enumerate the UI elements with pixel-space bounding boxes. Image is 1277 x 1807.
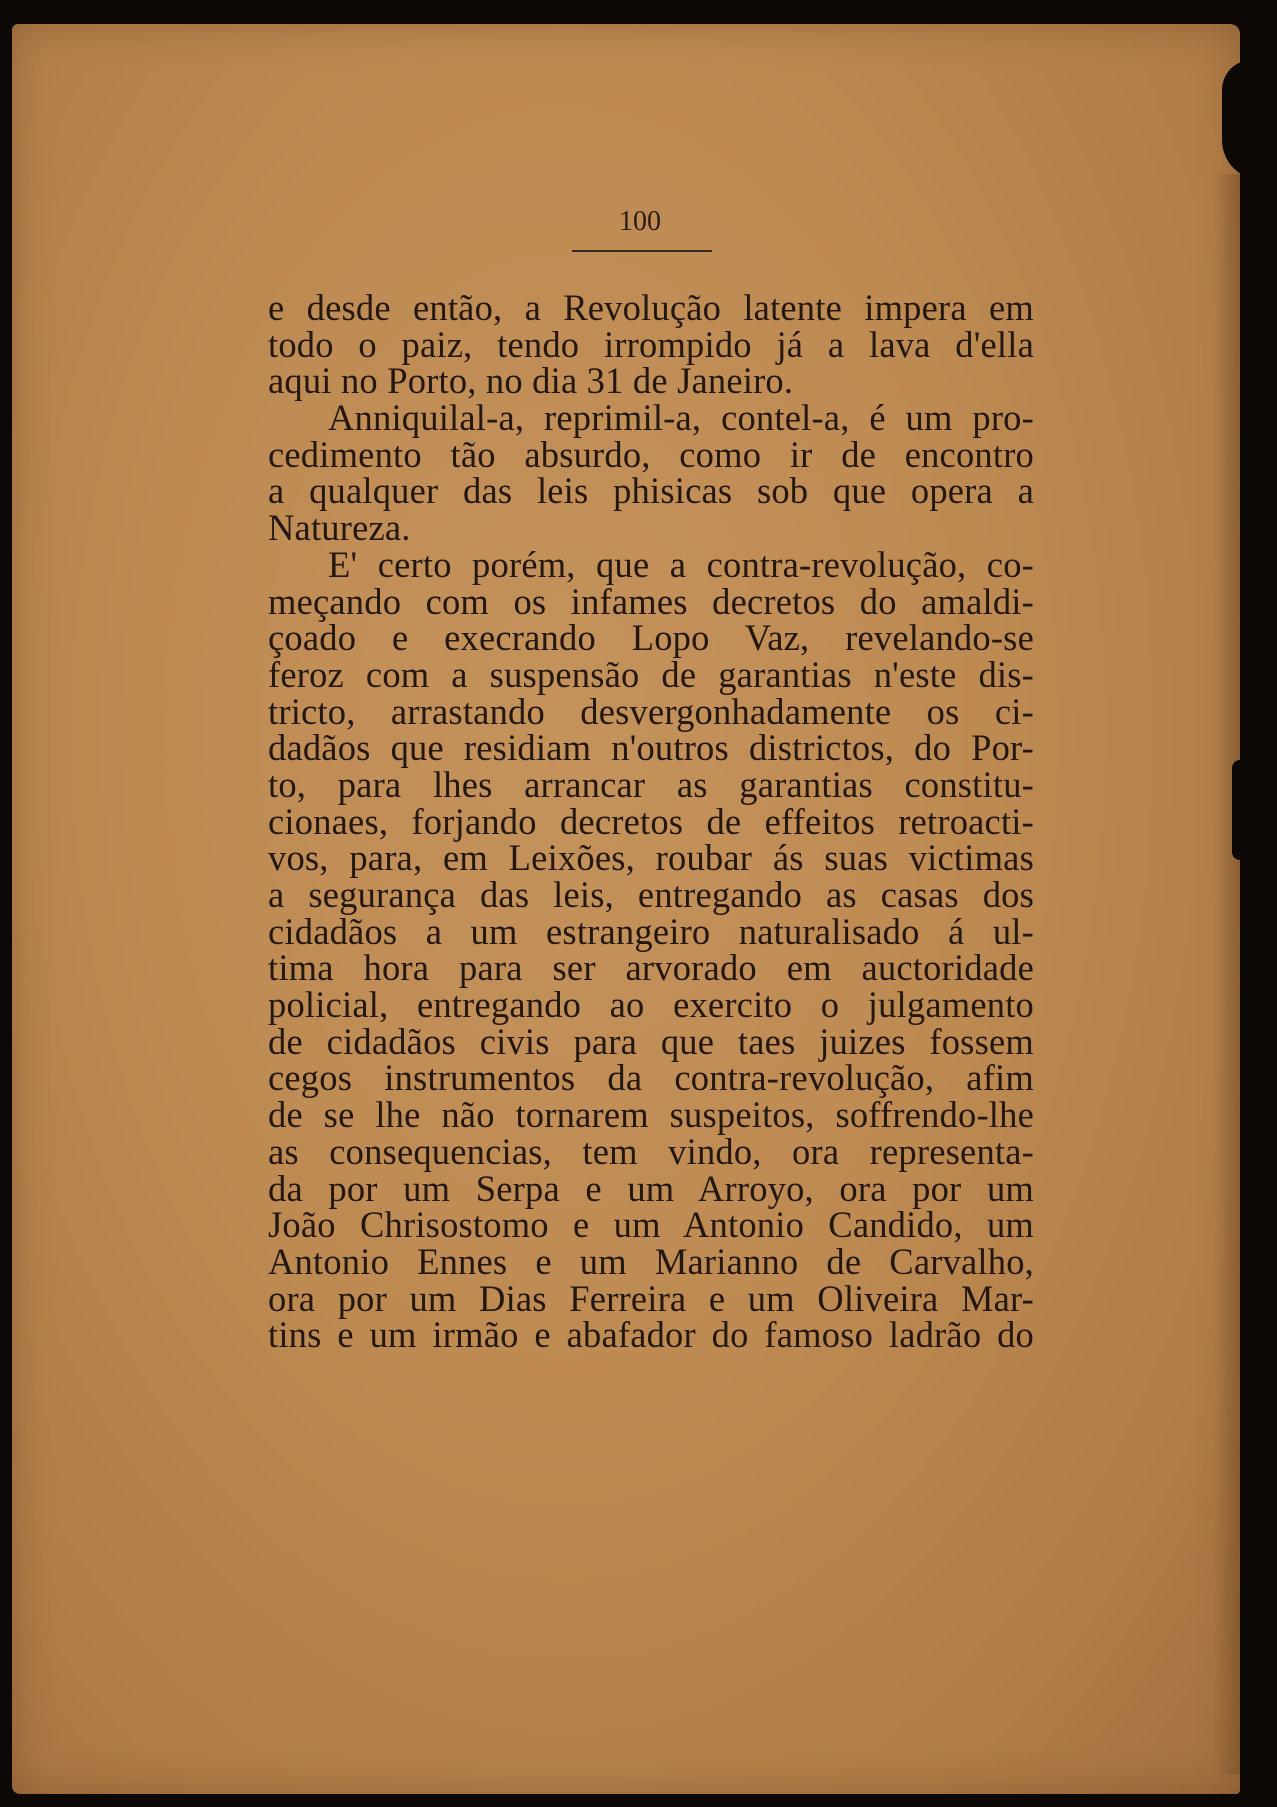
text-line: a qualquer das leis phisicas sob que opera a xyxy=(268,470,1034,512)
text-line: de cidadãos civis para que taes juizes fossem xyxy=(268,1020,1034,1062)
text-line: tricto, arrastando desvergonhadamente os ci- xyxy=(268,690,1034,732)
paragraph-2 xyxy=(268,397,1034,549)
header-rule xyxy=(572,250,712,252)
text-line: Anniquilal-a, reprimil-a, contel-a, é um pro- xyxy=(328,397,1034,439)
text-line: João Chrisostomo e um Antonio Candido, um xyxy=(268,1204,1034,1246)
text-line: E' certo porém, que a contra-revolução, co- xyxy=(328,543,1034,585)
paragraph-3 xyxy=(268,543,1034,1356)
text-line: tins e um irmão e abafador do famoso ladrão do xyxy=(268,1314,1034,1356)
text-line: policial, entregando ao exercito o julgamento xyxy=(268,984,1034,1026)
text-line: as consequencias, tem vindo, ora representa- xyxy=(268,1130,1034,1172)
text-line: vos, para, em Leixões, roubar ás suas victimas xyxy=(268,837,1034,879)
torn-edge-middle-right xyxy=(1232,760,1254,860)
text-line: cidadãos a um estrangeiro naturalisado á ul- xyxy=(268,910,1034,952)
text-line: tima hora para ser arvorado em auctoridade xyxy=(268,947,1034,989)
paragraph-1 xyxy=(268,287,1034,402)
text-line: Antonio Ennes e um Marianno de Carvalho, xyxy=(268,1240,1034,1282)
page-edge-shading xyxy=(1214,174,1240,1774)
text-line: çoado e execrando Lopo Vaz, revelando-se xyxy=(268,617,1034,659)
body-text xyxy=(268,287,1034,1356)
text-line: cionaes, forjando decretos de effeitos retroacti- xyxy=(268,800,1034,842)
text-line: cegos instrumentos da contra-revolução, afim xyxy=(268,1057,1034,1099)
text-line: Natureza. xyxy=(268,507,411,549)
text-line: meçando com os infames decretos do amaldi- xyxy=(268,580,1034,622)
text-line: cedimento tão absurdo, como ir de encontro xyxy=(268,433,1034,475)
text-line: todo o paiz, tendo irrompido já a lava d'ella xyxy=(268,323,1034,365)
text-line: a segurança das leis, entregando as casas dos xyxy=(268,874,1034,915)
text-line: ora por um Dias Ferreira e um Oliveira Mar- xyxy=(268,1277,1034,1319)
text-line: feroz com a suspensão de garantias n'este dis- xyxy=(268,653,1034,695)
text-line: aqui no Porto, no dia 31 de Janeiro. xyxy=(268,360,794,402)
text-line: e desde então, a Revolução latente impera em xyxy=(268,287,1034,328)
text-line: to, para lhes arrancar as garantias constitu- xyxy=(268,763,1034,805)
text-line: dadãos que residiam n'outros districtos, do Por- xyxy=(268,727,1034,769)
torn-edge-top-right xyxy=(1222,60,1277,180)
text-line: de se lhe não tornarem suspeitos, soffrendo-lhe xyxy=(268,1094,1034,1136)
page-number: 100 xyxy=(619,206,661,237)
text-line: da por um Serpa e um Arroyo, ora por um xyxy=(268,1167,1034,1209)
